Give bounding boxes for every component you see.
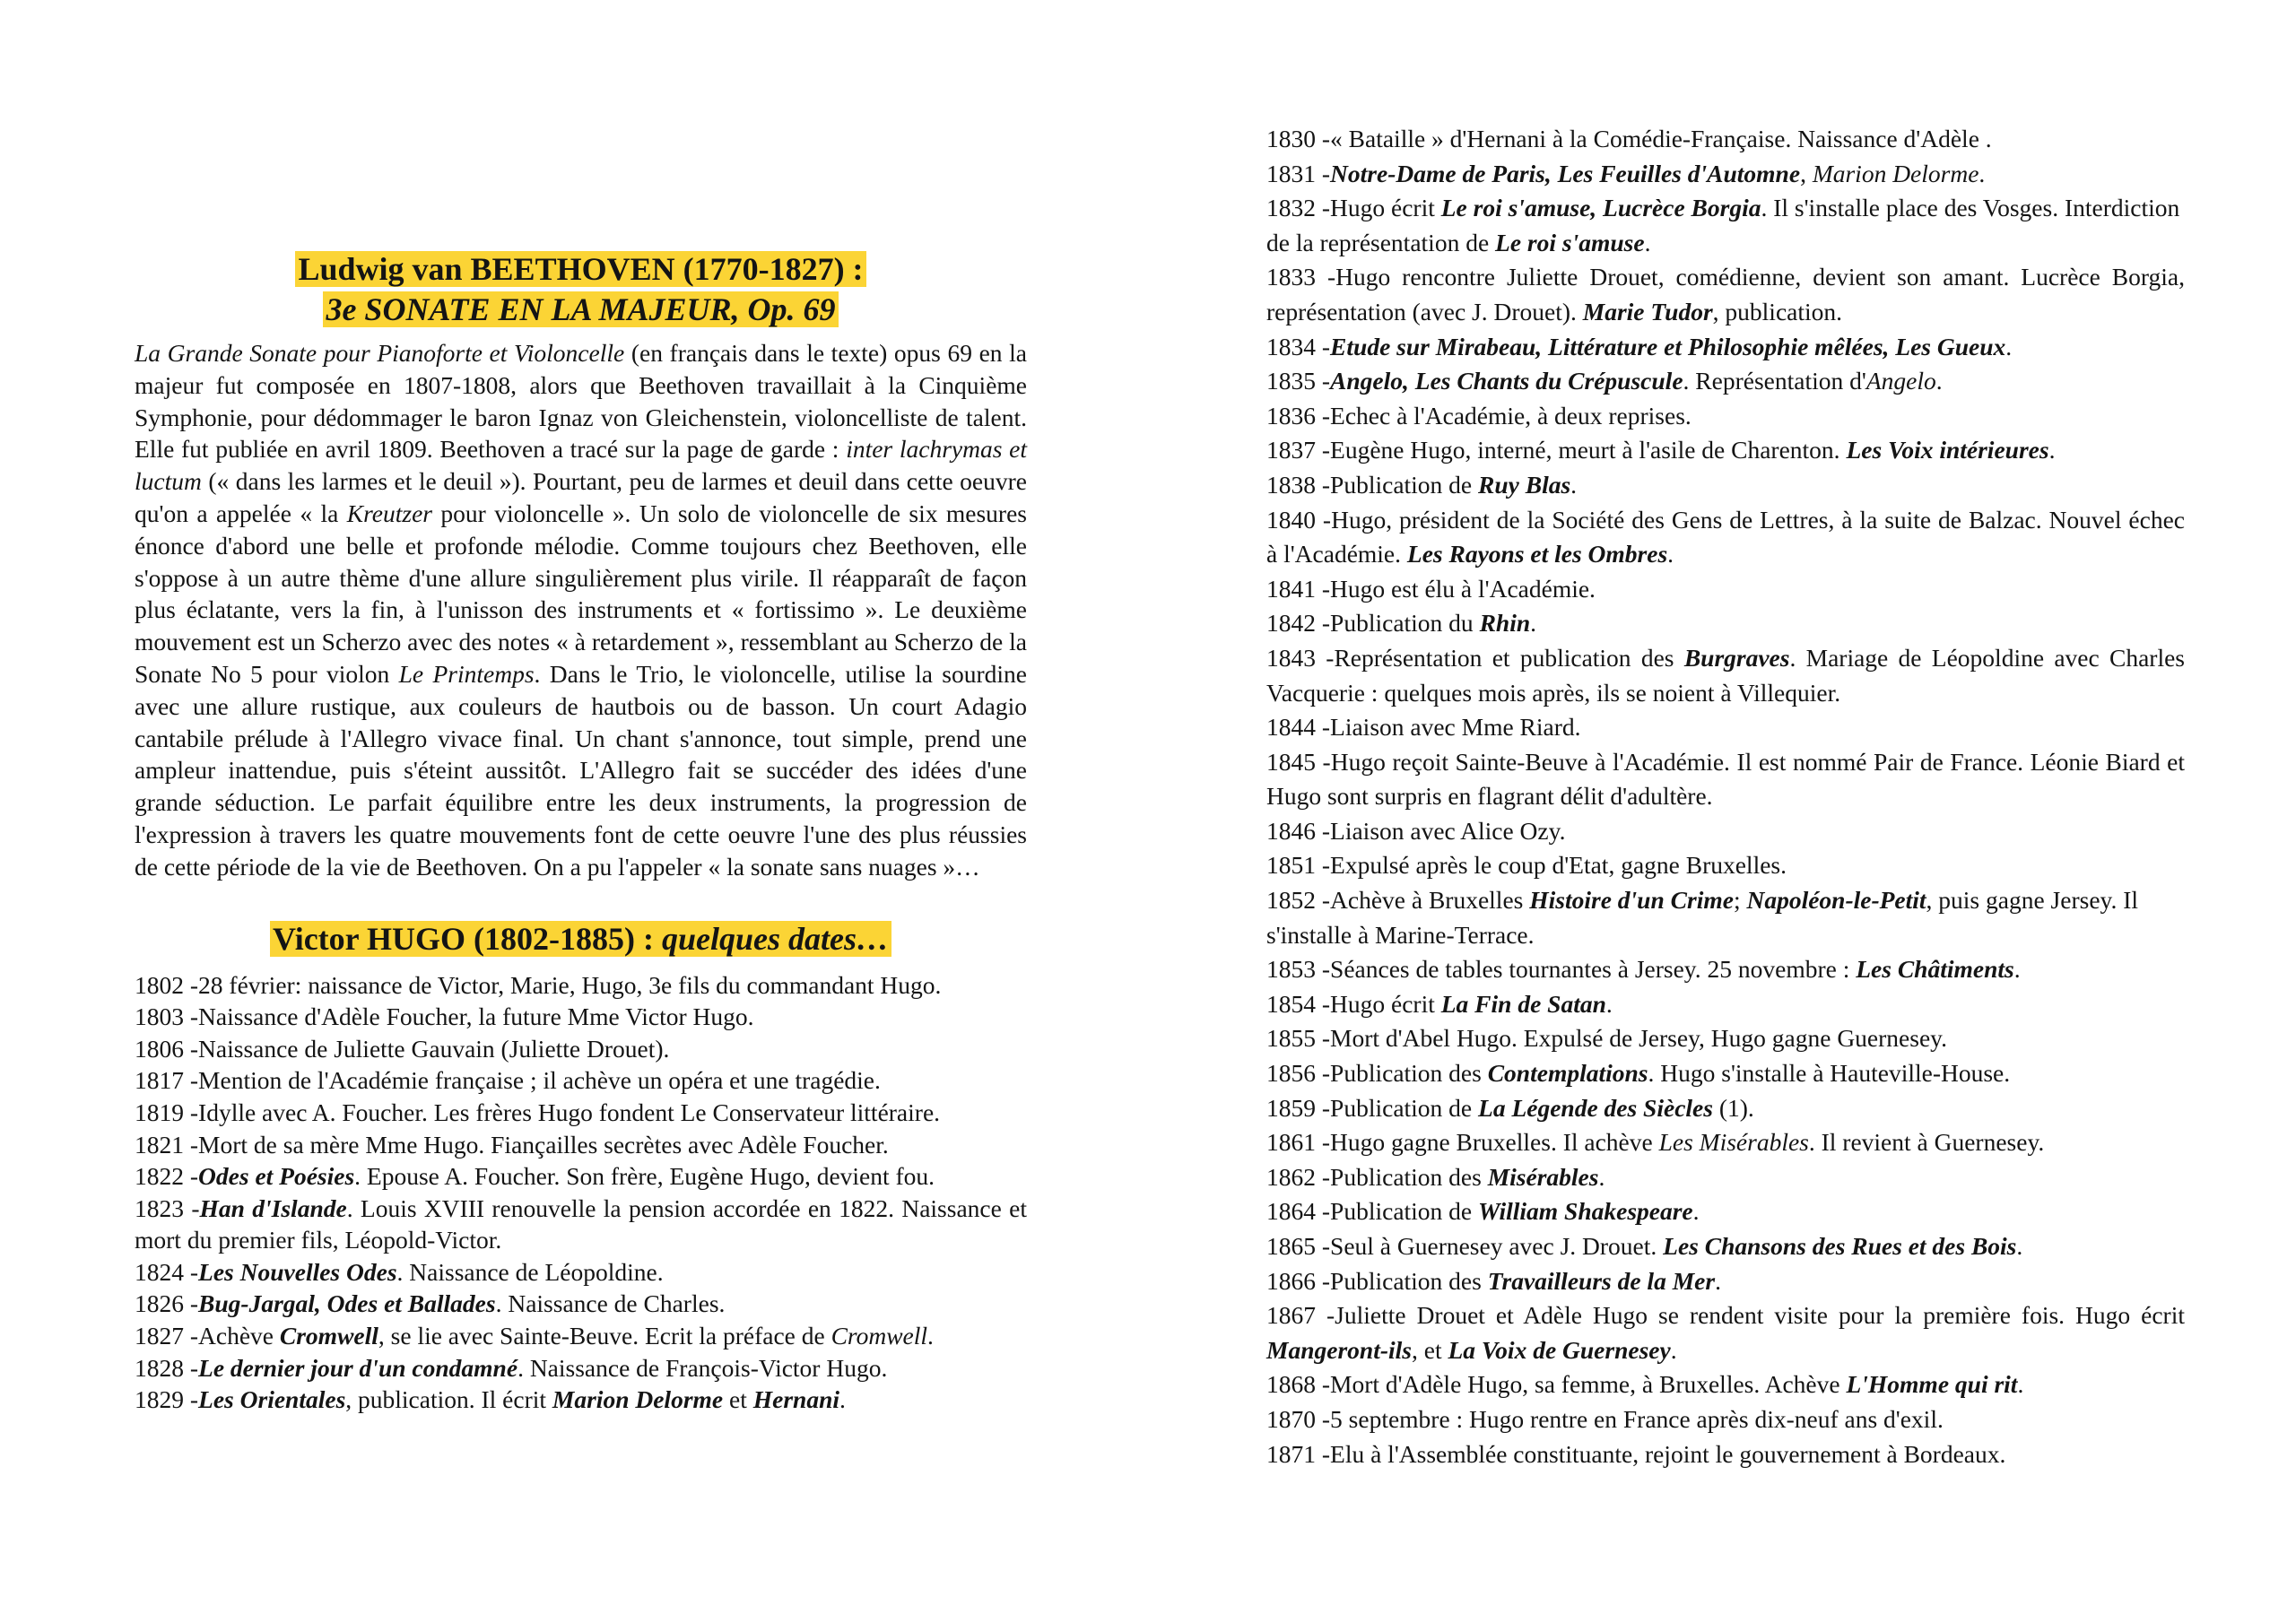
entry-text: 1829 - <box>135 1385 199 1414</box>
entry-text: , se lie avec Sainte-Beuve. Ecrit la préface de <box>378 1322 831 1350</box>
hugo-heading-subtitle: quelques dates… <box>661 920 889 957</box>
timeline-entry: 1806 -Naissance de Juliette Gauvain (Juliette Drouet). <box>135 1034 670 1063</box>
work-title: Le roi s'amuse <box>1495 228 1645 256</box>
entry-text: 1840 -Hugo, président de la Société des Gens de Lettres, à la suite de Balzac. Nouvel échec à l'Académie. <box>1266 505 2185 568</box>
entry-text: 1867 -Juliette Drouet et Adèle Hugo se rendent visite pour la première fois. Hugo écrit <box>1266 1301 2185 1330</box>
timeline-entry <box>1266 503 2185 572</box>
timeline-entry <box>135 1256 1027 1289</box>
timeline-entry: 1802 -28 février: naissance de Victor, Marie, Hugo, 3e fils du commandant Hugo. <box>135 970 942 999</box>
work-title: La Légende des Siècles <box>1478 1093 1713 1122</box>
work-title: Les Chansons des Rues et des Bois <box>1663 1232 2017 1260</box>
entry-text: (1). <box>1712 1093 1754 1122</box>
entry-text: 1834 - <box>1266 332 1331 360</box>
entry-text: 1853 -Séances de tables tournantes à Jersey. 25 novembre : <box>1266 955 1857 984</box>
work-title: Marion Delorme <box>552 1385 724 1414</box>
entry-text: . <box>2005 332 2013 360</box>
intro-text: . Dans le Trio, le violoncelle, utilise la sourdine avec une allure rustique, aux couleurs de hautbois ou de basson. Un court Adagio cantabile prélude à l'Allegro vivace final. Un chant s'annonce, tout simple, prend une ampleur inattendue, puis s'éteint aussitôt. L'Allegro fait se succéder des idées d'une grande séduction. Le parfait équilibre entre les deux instruments, la progression de l'expression à travers les quatre mouvements font de cette oeuvre l'une des plus réussies de cette période de la vie de Beethoven. On a pu l'appeler « la sonate sans nuages »… <box>135 659 1027 881</box>
timeline-entry: 1855 -Mort d'Abel Hugo. Expulsé de Jersey, Hugo gagne Guernesey. <box>1266 1024 1947 1053</box>
work-title: Travailleurs de la Mer <box>1487 1266 1716 1295</box>
timeline-entry: 1851 -Expulsé après le coup d'Etat, gagne Bruxelles. <box>1266 851 1787 880</box>
work-title: Contemplations <box>1487 1059 1648 1088</box>
entry-text: 1827 -Achève <box>135 1322 280 1350</box>
entry-text: 1824 - <box>135 1257 199 1286</box>
entry-text: 1831 - <box>1266 159 1331 187</box>
timeline-entry <box>135 1320 1027 1352</box>
timeline-entry: 1830 -« Bataille » d'Hernani à la Comédie-Française. Naissance d'Adèle . <box>1266 125 1992 152</box>
timeline-entry <box>1266 330 2185 365</box>
entry-text: 1859 -Publication de <box>1266 1093 1479 1122</box>
entry-text: 1852 -Achève à Bruxelles <box>1266 886 1530 915</box>
entry-text: . <box>1670 1335 1677 1364</box>
entry-text: 1854 -Hugo écrit <box>1266 989 1441 1018</box>
timeline-entry <box>1266 1229 2185 1264</box>
timeline-entry: 1845 -Hugo reçoit Sainte-Beuve à l'Académie. Il est nommé Pair de France. Léonie Biard et Hugo sont surpris en flagrant délit d'adultère. <box>1266 747 2185 811</box>
entry-text: . <box>1667 540 1674 568</box>
work-title: Le dernier jour d'un condamné <box>198 1353 518 1382</box>
beethoven-heading-line1: Ludwig van BEETHOVEN (1770-1827) : <box>295 251 865 287</box>
work-title: Les Châtiments <box>1856 955 2014 984</box>
intro-text: (« dans les larmes et le deuil »). Pourtant, peu de larmes et deuil dans cette oeuvre qu'on a appelée « la <box>135 467 1027 527</box>
work-title: Notre-Dame de Paris, Les Feuilles d'Automne <box>1330 159 1801 187</box>
entry-text: ; <box>1733 886 1747 915</box>
work-title: Cromwell <box>279 1322 378 1350</box>
work-title: Etude sur Mirabeau, Littérature et Philosophie mêlées, Les Gueux <box>1330 332 2006 360</box>
intro-text: (en français dans le texte) opus 69 en la majeur fut composée en 1807-1808, alors que Beethoven travaillait à la Cinquième Symphonie, pour dédommager le baron Ignaz von Gleichenstein, violoncelliste de talent. Elle fut publiée en avril 1809. Beethoven a tracé sur la page de garde : <box>135 339 1027 464</box>
beethoven-heading-line2: 3e SONATE EN LA MAJEUR, Op. 69 <box>323 291 838 327</box>
work-title-italic: Les Misérables <box>1658 1128 1809 1157</box>
entry-text: 1861 -Hugo gagne Bruxelles. Il achève <box>1266 1128 1659 1157</box>
timeline-entry <box>135 1384 1027 1416</box>
work-title: Odes et Poésies <box>198 1162 355 1191</box>
entry-text: 1856 -Publication des <box>1266 1059 1488 1088</box>
hugo-heading-highlight <box>270 921 891 957</box>
left-column <box>135 249 1027 1416</box>
entry-text: . <box>1598 1162 1605 1191</box>
entry-text: 1832 -Hugo écrit <box>1266 194 1441 222</box>
timeline-entry: 1870 -5 septembre : Hugo rentre en France après dix-neuf ans d'exil. <box>1266 1404 1944 1433</box>
entry-text: 1843 -Représentation et publication des <box>1266 643 1684 672</box>
work-title: Napoléon-le-Petit <box>1746 886 1926 915</box>
entry-text: , publication. Il écrit <box>345 1385 552 1414</box>
entry-text: . Représentation d' <box>1683 367 1866 395</box>
timeline-entry: 1821 -Mort de sa mère Mme Hugo. Fiançailles secrètes avec Adèle Foucher. <box>135 1130 889 1159</box>
timeline-entry: 1871 -Elu à l'Assemblée constituante, rejoint le gouvernement à Bordeaux. <box>1266 1439 2006 1468</box>
right-column <box>1266 122 2185 1471</box>
timeline-entry <box>1266 641 2185 710</box>
entry-text: , puis gagne Jersey. Il s'installe à Marine-Terrace. <box>1266 886 2139 949</box>
timeline-entry: 1844 -Liaison avec Mme Riard. <box>1266 713 1581 742</box>
entry-text: . <box>2016 1232 2023 1260</box>
timeline-entry <box>1266 1056 2185 1091</box>
entry-text: 1835 - <box>1266 367 1331 395</box>
timeline-entry <box>135 1193 1027 1256</box>
hugo-heading-name: Victor HUGO (1802-1885) : <box>273 920 662 957</box>
entry-text: . <box>927 1322 934 1350</box>
timeline-entry <box>1266 1264 2185 1299</box>
work-title: Les Orientales <box>198 1385 346 1414</box>
timeline-entry: 1846 -Liaison avec Alice Ozy. <box>1266 816 1566 845</box>
work-title: Les Nouvelles Odes <box>198 1257 397 1286</box>
work-title: Han d'Islande <box>199 1193 347 1222</box>
timeline-entry <box>1266 433 2185 468</box>
entry-text: 1868 -Mort d'Adèle Hugo, sa femme, à Bruxelles. Achève <box>1266 1370 1847 1399</box>
entry-text: 1838 -Publication de <box>1266 470 1479 499</box>
entry-text: . <box>1692 1197 1700 1226</box>
timeline-entry: 1803 -Naissance d'Adèle Foucher, la future Mme Victor Hugo. <box>135 1002 754 1031</box>
entry-text: . Naissance de François-Victor Hugo. <box>517 1353 888 1382</box>
entry-text: 1837 -Eugène Hugo, interné, meurt à l'asile de Charenton. <box>1266 436 1847 464</box>
entry-text: . <box>839 1385 846 1414</box>
work-title: Ruy Blas <box>1478 470 1571 499</box>
timeline-entry <box>1266 468 2185 503</box>
work-title: L'Homme qui rit <box>1846 1370 2018 1399</box>
entry-text: 1842 -Publication du <box>1266 609 1480 638</box>
timeline-entry <box>1266 1194 2185 1229</box>
hugo-heading <box>135 917 1027 960</box>
intro-italic-latin: inter lachrymas et luctum <box>135 435 1027 496</box>
entry-text: et <box>723 1385 753 1414</box>
work-title-italic: Marion Delorme <box>1812 159 1979 187</box>
work-title-italic: Cromwell <box>831 1322 928 1350</box>
timeline-entry: 1841 -Hugo est élu à l'Académie. <box>1266 574 1596 603</box>
entry-text: 1833 -Hugo rencontre Juliette Drouet, comédienne, devient son amant. Lucrèce Borgia, représentation (avec J. Drouet). <box>1266 263 2185 325</box>
entry-text: . <box>2013 955 2021 984</box>
entry-text: . <box>1644 228 1651 256</box>
work-title: Bug-Jargal, Odes et Ballades <box>198 1289 496 1318</box>
entry-text: 1822 - <box>135 1162 199 1191</box>
entry-text: 1823 - <box>135 1193 200 1222</box>
work-title: Hernani <box>752 1385 840 1414</box>
timeline-entry: 1836 -Echec à l'Académie, à deux reprises. <box>1266 401 1692 430</box>
entry-text: 1828 - <box>135 1353 199 1382</box>
work-title: Les Voix intérieures <box>1846 436 2049 464</box>
entry-text: 1862 -Publication des <box>1266 1162 1488 1191</box>
work-title-italic: Angelo <box>1866 367 1936 395</box>
entry-text: . Louis XVIII renouvelle la pension accordée en 1822. Naissance et mort du premier fils, Léopold-Victor. <box>135 1193 1027 1254</box>
timeline-entry <box>1266 883 2185 952</box>
work-title: Angelo, Les Chants du Crépuscule <box>1330 367 1683 395</box>
entry-text: . <box>1715 1266 1721 1295</box>
work-title: Rhin <box>1479 609 1531 638</box>
work-title: La Voix de Guernesey <box>1448 1335 1671 1364</box>
entry-text: , publication. <box>1712 297 1843 325</box>
timeline-entry <box>1266 260 2185 329</box>
timeline-entry <box>135 1160 1027 1193</box>
timeline-entry <box>1266 364 2185 399</box>
entry-text: 1865 -Seul à Guernesey avec J. Drouet. <box>1266 1232 1664 1260</box>
entry-text: . Il revient à Guernesey. <box>1808 1128 2045 1157</box>
work-title: William Shakespeare <box>1478 1197 1693 1226</box>
entry-text: . Naissance de Léopoldine. <box>396 1257 664 1286</box>
timeline-entry: 1819 -Idylle avec A. Foucher. Les frères Hugo fondent Le Conservateur littéraire. <box>135 1098 941 1126</box>
timeline-entry <box>1266 1367 2185 1402</box>
intro-italic-title: La Grande Sonate pour Pianoforte et Violoncelle <box>135 339 625 367</box>
work-title: Le roi s'amuse, Lucrèce Borgia <box>1440 194 1761 222</box>
entry-text: 1864 -Publication de <box>1266 1197 1479 1226</box>
timeline-entry <box>1266 987 2185 1022</box>
timeline-entry <box>1266 1298 2185 1367</box>
beethoven-intro-paragraph <box>135 337 1027 883</box>
entry-text: . <box>1570 470 1578 499</box>
entry-text: 1826 - <box>135 1289 199 1318</box>
timeline-entry <box>1266 1125 2185 1160</box>
entry-text: . <box>1979 159 1986 187</box>
entry-text: . Il s'installe place des Vosges. Interdiction de la représentation de <box>1266 194 2180 256</box>
work-title: Marie Tudor <box>1582 297 1713 325</box>
intro-italic-printemps: Le Printemps <box>398 659 535 688</box>
entry-text: 1866 -Publication des <box>1266 1266 1488 1295</box>
entry-text: . Naissance de Charles. <box>495 1289 726 1318</box>
entry-text: . <box>2048 436 2056 464</box>
entry-text: . <box>2017 1370 2024 1399</box>
work-title: Misérables <box>1487 1162 1599 1191</box>
entry-text: , <box>1800 159 1813 187</box>
entry-text: . Hugo s'installe à Hauteville-House. <box>1648 1059 2011 1088</box>
intro-text: pour violoncelle ». Un solo de violoncelle de six mesures énonce d'abord une belle et profonde mélodie. Comme toujours chez Beethoven, elle s'oppose à un autre thème d'une allure singulièrement plus virile. Il réapparaît de façon plus éclatante, vers la fin, à l'unisson des instruments et « fortissimo ». Le deuxième mouvement est un Scherzo avec des notes « à retardement », ressemblant au Scherzo de la Sonate No 5 pour violon <box>135 499 1027 688</box>
entry-text: , et <box>1411 1335 1448 1364</box>
entry-text: . Epouse A. Foucher. Son frère, Eugène Hugo, devient fou. <box>354 1162 935 1191</box>
work-title: Mangeront-ils <box>1266 1335 1412 1364</box>
work-title: Histoire d'un Crime <box>1529 886 1734 915</box>
intro-italic-kreutzer: Kreutzer <box>346 499 432 527</box>
entry-text: . <box>1530 609 1537 638</box>
timeline-entry <box>1266 1091 2185 1126</box>
beethoven-heading <box>135 249 1027 330</box>
timeline-entry <box>1266 606 2185 641</box>
work-title: La Fin de Satan <box>1440 989 1606 1018</box>
work-title: Burgraves <box>1683 643 1790 672</box>
entry-text: . <box>1935 367 1943 395</box>
work-title: Les Rayons et les Ombres <box>1406 540 1668 568</box>
timeline-entry: 1817 -Mention de l'Académie française ; il achève un opéra et une tragédie. <box>135 1066 881 1095</box>
timeline-entry <box>1266 157 2185 192</box>
timeline-entry <box>1266 1160 2185 1195</box>
entry-text: . <box>1605 989 1613 1018</box>
timeline-entry <box>135 1288 1027 1320</box>
timeline-entry <box>1266 191 2185 260</box>
timeline-entry <box>1266 952 2185 987</box>
timeline-entry <box>135 1352 1027 1384</box>
entry-text: . Mariage de Léopoldine avec Charles Vacquerie : quelques mois après, ils se noient à Villequier. <box>1266 643 2185 707</box>
